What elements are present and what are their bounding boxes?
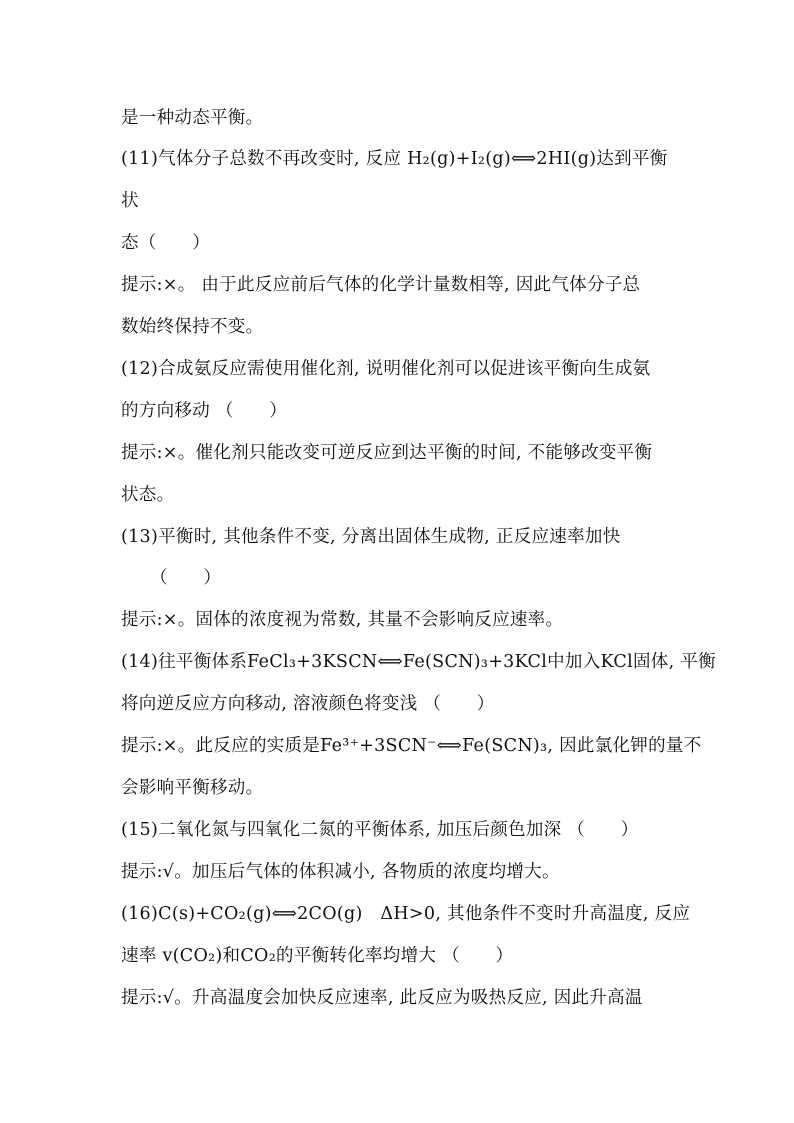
hint-13: 提示:×。固体的浓度视为常数, 其量不会影响反应速率。: [121, 610, 564, 630]
answer-blank: 态（ ）: [121, 233, 210, 253]
question-15: (15)二氧化氮与四氧化二氮的平衡体系, 加压后颜色加深 （ ）: [121, 820, 639, 840]
hint-12: 提示:×。催化剂只能改变可逆反应到达平衡的时间, 不能够改变平衡: [121, 443, 653, 463]
text-line: 会影响平衡移动。: [121, 778, 264, 798]
hint-14: 提示:×。此反应的实质是Fe³⁺+3SCN⁻⟺Fe(SCN)₃, 因此氯化钾的量不: [121, 736, 702, 756]
hint-15: 提示:√。加压后气体的体积减小, 各物质的浓度均增大。: [121, 862, 560, 882]
question-11: (11)气体分子总数不再改变时, 反应 H₂(g)+I₂(g)⟺2HI(g)达到平衡: [121, 149, 668, 169]
hint-11: 提示:×。 由于此反应前后气体的化学计量数相等, 因此气体分子总: [121, 275, 641, 295]
text-line: 数始终保持不变。: [121, 317, 264, 337]
text-line: 是一种动态平衡。: [121, 108, 264, 128]
text-line: 状态。: [121, 485, 175, 505]
answer-blank: （ ）: [150, 568, 222, 588]
text-line: 将向逆反应方向移动, 溶液颜色将变浅 （ ）: [121, 694, 495, 714]
question-13: (13)平衡时, 其他条件不变, 分离出固体生成物, 正反应速率加快: [121, 527, 621, 547]
question-16: (16)C(s)+CO₂(g)⟺2CO(g) ΔH>0, 其他条件不变时升高温度, 反应: [121, 904, 691, 924]
text-line: 速率 v(CO₂)和CO₂的平衡转化率均增大 （ ）: [121, 946, 514, 966]
text-line: 状: [121, 191, 139, 211]
question-14: (14)往平衡体系FeCl₃+3KSCN⟺Fe(SCN)₃+3KCl中加入KCl固体, 平衡: [121, 652, 716, 672]
hint-16: 提示:√。升高温度会加快反应速率, 此反应为吸热反应, 因此升高温: [121, 988, 643, 1008]
text-line: 的方向移动 （ ）: [121, 401, 288, 421]
question-12: (12)合成氨反应需使用催化剂, 说明催化剂可以促进该平衡向生成氨: [121, 359, 651, 379]
